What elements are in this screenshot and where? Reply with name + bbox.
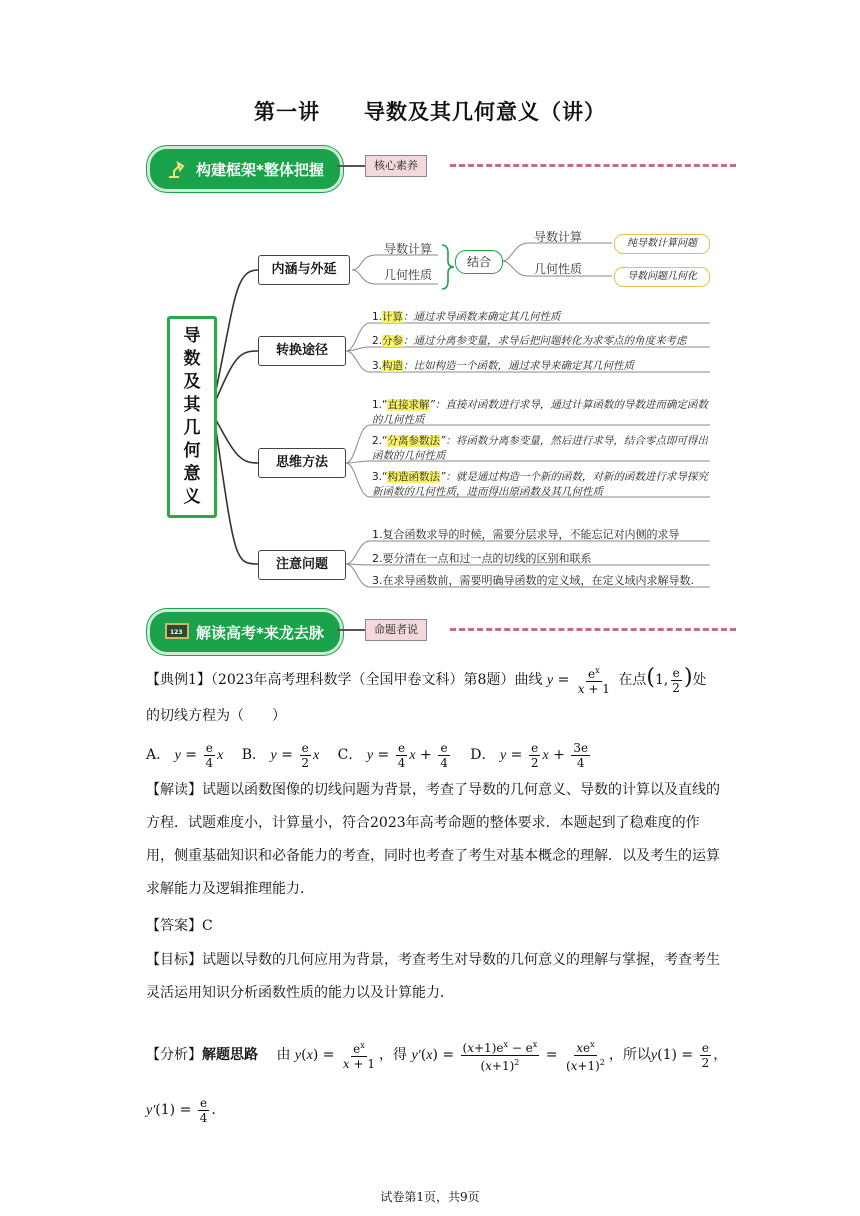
section-tag: 核心素养 [365, 155, 427, 177]
section-header-exam [147, 609, 343, 655]
page-footer: 试卷第1页，共9页 [380, 1190, 480, 1204]
root-char: 数 [183, 349, 201, 369]
goal: 【目标】试题以导数的几何应用为背景，考查考生对导数的几何意义的理解与掌握，考查考生灵活运用知识分析函数性质的能力以及计算能力． [146, 952, 720, 1001]
caution-item: 3.在求导函数前，需要明确导函数的定义域，在定义域内求解导数. [372, 574, 694, 587]
analysis: 【分析】解题思路 由 y(x) = $\frac{e^x}{x + 1}$ ，得 y′(x) = $\frac{(x+1)e^x - e^x}{(x+1)^2}$ = $\frac{xe^x}{(x+1)^2}$ ，所以y(1) = $\frac{e}{2}$ ， [146, 1039, 728, 1073]
root-char: 及 [183, 372, 201, 392]
node-combine: 结合 [455, 250, 503, 274]
svg-text:123: 123 [170, 629, 183, 636]
section-tag: 命题者说 [365, 619, 427, 641]
page-title: 第一讲 导数及其几何意义（讲） [254, 100, 606, 124]
branch-connotation: 内涵与外延 [258, 255, 350, 285]
example-question-line2: 的切线方程为（ ） [146, 708, 286, 724]
thinking-item: 2.“分离参数法”：将函数分离参变量，然后进行求导，结合零点即可得出函数的几何性质 [372, 435, 708, 462]
example-label: 【典例1】 [146, 672, 211, 688]
example-question: 【典例1】（2023年高考理科数学（全国甲卷文科）第8题）曲线 y = $\frac{e^x}{x + 1}$ 在点(1, $\frac{e}{2}$ )处 [146, 665, 707, 696]
branch-transform: 转换途径 [258, 336, 346, 366]
answer-value: C [202, 918, 213, 934]
transform-item: 1.计算：通过求导函数来确定其几何性质 [372, 311, 561, 323]
caution-item: 1.复合函数求导的时候，需要分层求导，不能忘记对内侧的求导 [372, 528, 680, 541]
node-derivative-calc: 导数计算 [384, 242, 433, 256]
transform-item: 3.构造：比如构造一个函数，通过求导来确定其几何性质 [372, 360, 635, 372]
node-geometric-prop-right: 几何性质 [534, 262, 583, 276]
dashed-divider [450, 628, 736, 631]
mindmap-root [167, 316, 217, 518]
branch-thinking: 思维方法 [258, 448, 346, 478]
section-label: 构建框架*整体把握 [196, 160, 324, 179]
branch-cautions: 注意问题 [258, 550, 346, 580]
root-char: 几 [183, 418, 201, 438]
node-geometric-prop: 几何性质 [384, 268, 433, 282]
note-geometrize: 导数问题几何化 [614, 267, 710, 287]
note-pure-calc: 纯导数计算问题 [614, 234, 710, 254]
caution-item: 2.要分清在一点和过一点的切线的区别和联系 [372, 552, 592, 565]
analysis-line2: y′(1) = $\frac{e}{4}$ ． [146, 1095, 226, 1125]
root-char: 义 [183, 487, 201, 507]
thinking-item: 1.“直接求解”：直接对函数进行求导，通过计算函数的导数进而确定函数的几何性质 [372, 399, 708, 426]
chalkboard-icon [164, 622, 190, 642]
root-char: 意 [183, 464, 201, 484]
example-options: A． y = $\frac{e}{4}$ x B． y = $\frac{e}{2}$ x C． y = $\frac{e}{4}$ x + $\frac{e}{4}$ D． y = $\frac{e}{2}$ x + $\frac{3e}{4}$ [146, 740, 589, 770]
section-label: 解读高考*来龙去脉 [196, 623, 324, 642]
node-derivative-calc-right: 导数计算 [534, 230, 583, 244]
transform-item: 2.分参：通过分离参变量，求导后把问题转化为求零点的角度来考虑 [372, 335, 687, 347]
answer: 【答案】C [146, 918, 213, 934]
root-char: 何 [183, 441, 201, 461]
root-char: 导 [183, 326, 201, 346]
interpretation: 【解读】试题以函数图像的切线问题为背景，考查了导数的几何意义、导数的计算以及直线的方程．试题难度小，计算量小，符合2023年高考命题的整体要求．本题起到了稳难度的作用，侧重基础知识和必备能力的考查，同时也考查了考生对基本概念的理解．以及考生的运算求解能力及逻辑推理能力． [146, 782, 720, 897]
root-char: 其 [183, 395, 201, 415]
thinking-item: 3.“构造函数法”：就是通过构造一个新的函数，对新的函数进行求导探究新函数的几何性质，进而得出原函数及其几何性质 [372, 471, 708, 498]
interpretation-label: 【解读】 [146, 782, 202, 798]
